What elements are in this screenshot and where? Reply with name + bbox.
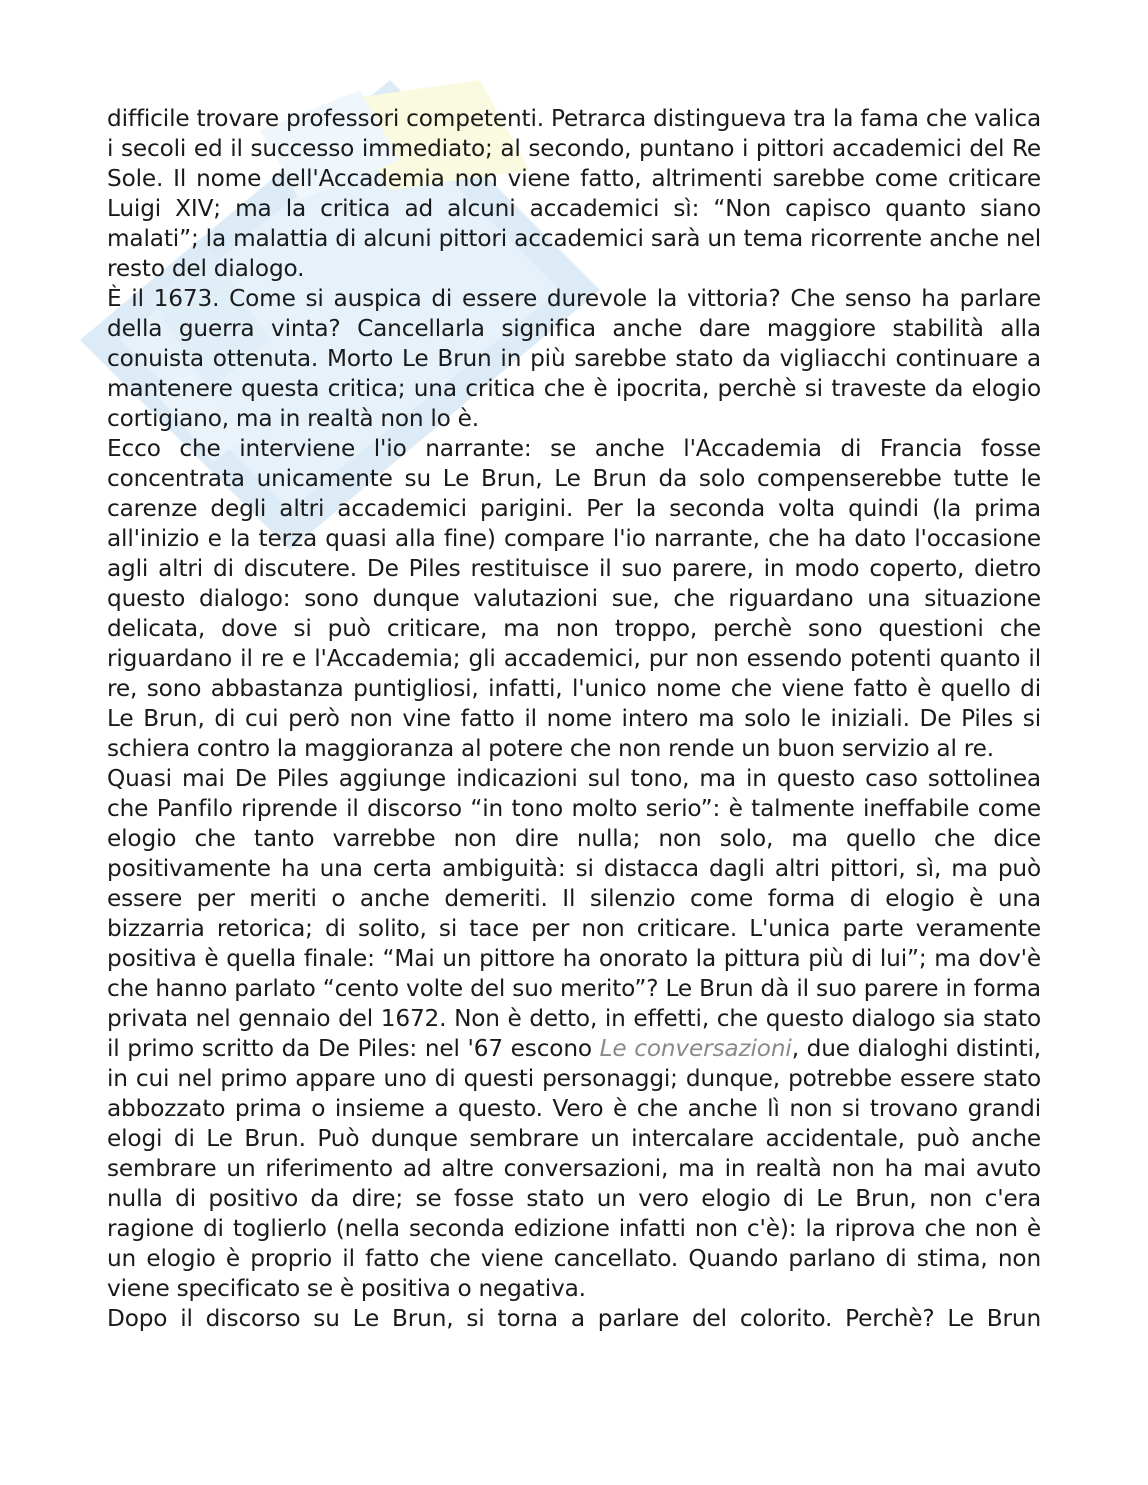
paragraph: Ecco che interviene l'io narrante: se anche l'Accademia di Francia fosse concentrata unicamente su Le Brun, Le Brun da solo compenserebbe tutte le carenze degli altri accademici parigini. Per la seconda volta quindi (la prima all'inizio e la terza quasi alla fine) compare l'io narrante, che ha dato l'occasione agli altri di discutere. De Piles restituisce il suo parere, in modo coperto, dietro questo dialogo: sono dunque valutazioni sue, che riguardano una situazione delicata, dove si può criticare, ma non troppo, perchè sono questioni che riguardano il re e l'Accademia; gli accademici, pur non essendo potenti quanto il re, sono abbastanza puntigliosi, infatti, l'unico nome che viene fatto è quello di Le Brun, di cui però non vine fatto il nome intero ma solo le iniziali. De Piles si schiera contro la maggioranza al potere che non rende un buon servizio al re. [107, 435, 1041, 762]
paragraph: difficile trovare professori competenti. Petrarca distingueva tra la fama che valica i secoli ed il successo immediato; al secondo, puntano i pittori accademici del Re Sole. Il nome dell'Accademia non viene fatto, altrimenti sarebbe come criticare Luigi XIV; ma la critica ad alcuni accademici sì: “Non capisco quanto siano malati”; la malattia di alcuni pittori accademici sarà un tema ricorrente anche nel resto del dialogo. [107, 105, 1041, 282]
document-body [107, 104, 1041, 1334]
book-title: Le conversazioni [599, 1035, 792, 1062]
paragraph: È il 1673. Come si auspica di essere durevole la vittoria? Che senso ha parlare della guerra vinta? Cancellarla significa anche dare maggiore stabilità alla conuista ottenuta. Morto Le Brun in più sarebbe stato da vigliacchi continuare a mantenere questa critica; una critica che è ipocrita, perchè si traveste da elogio cortigiano, ma in realtà non lo è. [107, 285, 1041, 432]
paragraph-text: , due dialoghi distinti, in cui nel primo appare uno di questi personaggi; dunque, potrebbe essere stato abbozzato prima o insieme a questo. Vero è che anche lì non si trovano grandi elogi di Le Brun. Può dunque sembrare un intercalare accidentale, può anche sembrare un riferimento ad altre conversazioni, ma in realtà non ha mai avuto nulla di positivo da dire; se fosse stato un vero elogio di Le Brun, non c'era ragione di toglierlo (nella seconda edizione infatti non c'è): la riprova che non è un elogio è proprio il fatto che viene cancellato. Quando parlano di stima, non viene specificato se è positiva o negativa. [107, 1035, 1041, 1302]
paragraph [107, 764, 1041, 1304]
paragraph-text: Quasi mai De Piles aggiunge indicazioni sul tono, ma in questo caso sottolinea che Panfilo riprende il discorso “in tono molto serio”: è talmente ineffabile come elogio che tanto varrebbe non dire nulla; non solo, ma quello che dice positivamente ha una certa ambiguità: si distacca dagli altri pittori, sì, ma può essere per meriti o anche demeriti. Il silenzio come forma di elogio è una bizzarria retorica; di solito, si tace per non criticare. L'unica parte veramente positiva è quella finale: “Mai un pittore ha onorato la pittura più di lui”; ma dov'è che hanno parlato “cento volte del suo merito”? Le Brun dà il suo parere in forma privata nel gennaio del 1672. Non è detto, in effetti, che questo dialogo sia stato il primo scritto da De Piles: nel '67 escono [107, 765, 1041, 1062]
paragraph: Dopo il discorso su Le Brun, si torna a parlare del colorito. Perchè? Le Brun [107, 1305, 1041, 1332]
